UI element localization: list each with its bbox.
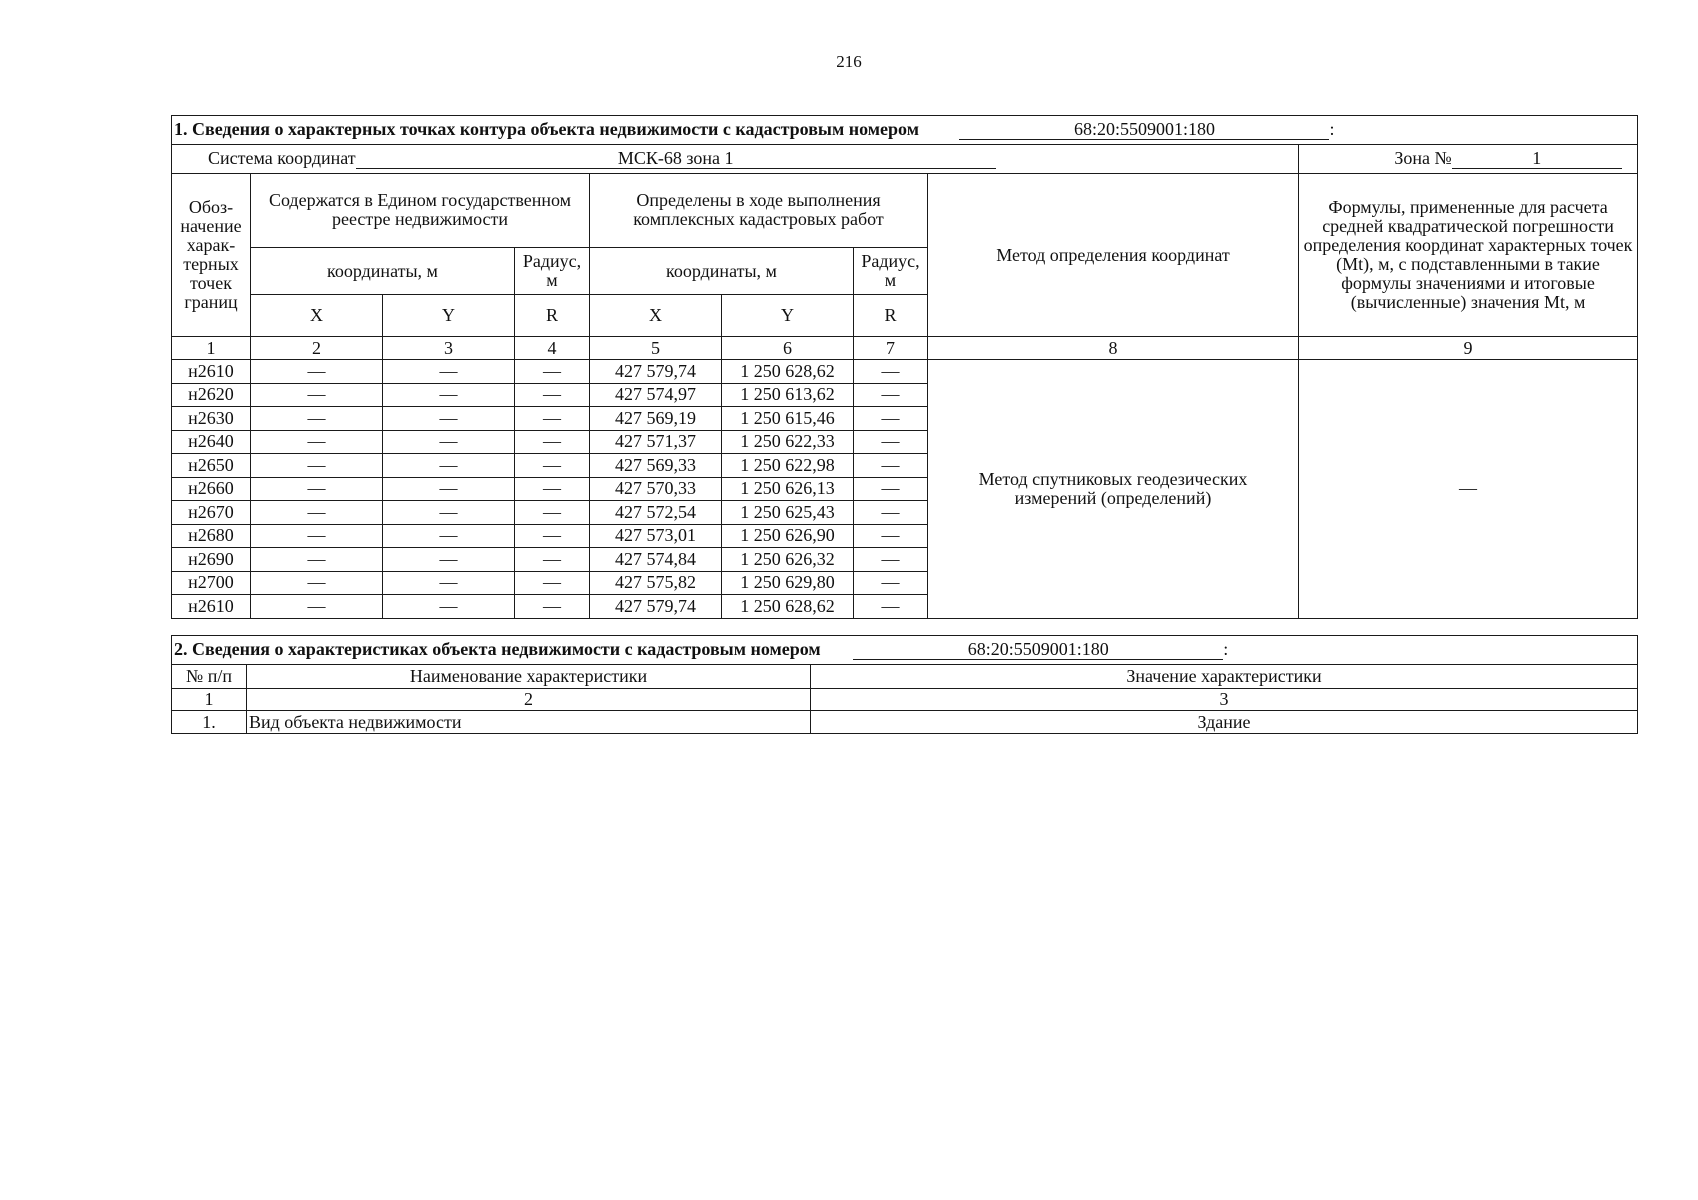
column-number: 5 [590, 337, 722, 360]
zone-value: 1 [1452, 149, 1622, 169]
zone-cell [1299, 145, 1638, 174]
complex-coordinates-header: координаты, м [590, 247, 854, 295]
coordinate-system-label: Система координат [208, 148, 356, 168]
r-value: — [854, 383, 928, 407]
r-value: — [854, 548, 928, 572]
r-value: — [854, 501, 928, 525]
column-number: 6 [722, 337, 854, 360]
page-number: 216 [836, 52, 862, 71]
egrn-r-value: — [515, 407, 590, 431]
point-designation: н2630 [172, 407, 251, 431]
formula-value: — [1299, 360, 1638, 619]
section1-title: 1. Сведения о характерных точках контура объекта недвижимости с кадастровым номером [174, 119, 919, 139]
egrn-x-header: X [251, 295, 383, 337]
point-designation: н2620 [172, 383, 251, 407]
egrn-x-value: — [251, 571, 383, 595]
egrn-x-value: — [251, 430, 383, 454]
egrn-r-value: — [515, 501, 590, 525]
table-row [172, 711, 1638, 734]
column-number: 3 [811, 689, 1638, 711]
column-number: 2 [251, 337, 383, 360]
egrn-y-value: — [383, 454, 515, 478]
complex-y-header: Y [722, 295, 854, 337]
y-value: 1 250 629,80 [722, 571, 854, 595]
y-value: 1 250 626,32 [722, 548, 854, 572]
section2-characteristics-table [171, 635, 1638, 734]
egrn-r-value: — [515, 383, 590, 407]
complex-x-header: X [590, 295, 722, 337]
egrn-x-value: — [251, 524, 383, 548]
x-value: 427 571,37 [590, 430, 722, 454]
egrn-header: Содержатся в Едином государственном реестре недвижимости [251, 174, 590, 248]
column-number: 9 [1299, 337, 1638, 360]
egrn-y-value: — [383, 571, 515, 595]
method-value: Метод спутниковых геодезических измерений (определений) [928, 360, 1299, 619]
egrn-x-value: — [251, 383, 383, 407]
x-value: 427 575,82 [590, 571, 722, 595]
value-header: Значение характеристики [811, 665, 1638, 689]
characteristic-name: Вид объекта недвижимости [247, 711, 811, 734]
formulas-header: Формулы, примененные для расчета средней квадратической погрешности определения координат характерных точек (Mt), м, с подставленными в такие формулы значениями и итоговые (вычисленные) значения Mt, м [1299, 174, 1638, 337]
coordinate-system-cell [172, 145, 1299, 174]
x-value: 427 579,74 [590, 595, 722, 619]
table-row [172, 360, 1638, 384]
r-value: — [854, 430, 928, 454]
section1-cadastral-number: 68:20:5509001:180 [959, 120, 1329, 140]
section2-title-suffix: : [1223, 639, 1229, 659]
egrn-r-value: — [515, 571, 590, 595]
section1-title-suffix: : [1329, 119, 1335, 139]
egrn-y-value: — [383, 430, 515, 454]
complex-radius-header: Радиус, м [854, 247, 928, 295]
method-header: Метод определения координат [928, 174, 1299, 337]
point-designation: н2700 [172, 571, 251, 595]
egrn-x-value: — [251, 595, 383, 619]
x-value: 427 574,84 [590, 548, 722, 572]
y-value: 1 250 613,62 [722, 383, 854, 407]
section1-title-cell [172, 116, 1638, 145]
section1-points-table [171, 115, 1638, 619]
egrn-x-value: — [251, 477, 383, 501]
y-value: 1 250 625,43 [722, 501, 854, 525]
r-value: — [854, 360, 928, 384]
x-value: 427 573,01 [590, 524, 722, 548]
x-value: 427 569,33 [590, 454, 722, 478]
y-value: 1 250 615,46 [722, 407, 854, 431]
column-number: 1 [172, 337, 251, 360]
egrn-x-value: — [251, 548, 383, 572]
point-designation: н2640 [172, 430, 251, 454]
column-number: 4 [515, 337, 590, 360]
coordinate-system-value: МСК-68 зона 1 [356, 149, 996, 169]
x-value: 427 569,19 [590, 407, 722, 431]
egrn-r-value: — [515, 430, 590, 454]
egrn-y-value: — [383, 524, 515, 548]
column-number: 2 [247, 689, 811, 711]
r-value: — [854, 454, 928, 478]
point-designation: н2670 [172, 501, 251, 525]
egrn-y-value: — [383, 477, 515, 501]
egrn-x-value: — [251, 360, 383, 384]
egrn-x-value: — [251, 454, 383, 478]
column-number: 8 [928, 337, 1299, 360]
egrn-r-value: — [515, 524, 590, 548]
x-value: 427 579,74 [590, 360, 722, 384]
designation-header: Обоз-начение харак-терных точек границ [172, 174, 251, 337]
column-number: 3 [383, 337, 515, 360]
egrn-y-value: — [383, 548, 515, 572]
x-value: 427 572,54 [590, 501, 722, 525]
y-value: 1 250 626,13 [722, 477, 854, 501]
y-value: 1 250 622,98 [722, 454, 854, 478]
egrn-y-value: — [383, 407, 515, 431]
r-value: — [854, 524, 928, 548]
section2-title: 2. Сведения о характеристиках объекта недвижимости с кадастровым номером [174, 639, 821, 659]
r-value: — [854, 595, 928, 619]
point-designation: н2610 [172, 595, 251, 619]
egrn-r-header: R [515, 295, 590, 337]
point-designation: н2680 [172, 524, 251, 548]
egrn-y-value: — [383, 383, 515, 407]
name-header: Наименование характеристики [247, 665, 811, 689]
r-value: — [854, 407, 928, 431]
complex-works-header: Определены в ходе выполнения комплексных кадастровых работ [590, 174, 928, 248]
point-designation: н2660 [172, 477, 251, 501]
characteristic-value: Здание [811, 711, 1638, 734]
egrn-r-value: — [515, 595, 590, 619]
num-header: № п/п [172, 665, 247, 689]
egrn-coordinates-header: координаты, м [251, 247, 515, 295]
section2-title-cell [172, 636, 1638, 665]
egrn-r-value: — [515, 454, 590, 478]
y-value: 1 250 628,62 [722, 595, 854, 619]
egrn-x-value: — [251, 501, 383, 525]
y-value: 1 250 626,90 [722, 524, 854, 548]
egrn-r-value: — [515, 477, 590, 501]
point-designation: н2690 [172, 548, 251, 572]
egrn-x-value: — [251, 407, 383, 431]
egrn-y-value: — [383, 501, 515, 525]
egrn-radius-header: Радиус, м [515, 247, 590, 295]
egrn-r-value: — [515, 360, 590, 384]
point-designation: н2650 [172, 454, 251, 478]
row-number: 1. [172, 711, 247, 734]
x-value: 427 574,97 [590, 383, 722, 407]
y-value: 1 250 622,33 [722, 430, 854, 454]
x-value: 427 570,33 [590, 477, 722, 501]
egrn-r-value: — [515, 548, 590, 572]
r-value: — [854, 571, 928, 595]
egrn-y-value: — [383, 360, 515, 384]
egrn-y-header: Y [383, 295, 515, 337]
egrn-y-value: — [383, 595, 515, 619]
point-designation: н2610 [172, 360, 251, 384]
y-value: 1 250 628,62 [722, 360, 854, 384]
section2-cadastral-number: 68:20:5509001:180 [853, 640, 1223, 660]
column-number: 7 [854, 337, 928, 360]
column-number: 1 [172, 689, 247, 711]
complex-r-header: R [854, 295, 928, 337]
r-value: — [854, 477, 928, 501]
zone-label: Зона № [1394, 148, 1452, 168]
